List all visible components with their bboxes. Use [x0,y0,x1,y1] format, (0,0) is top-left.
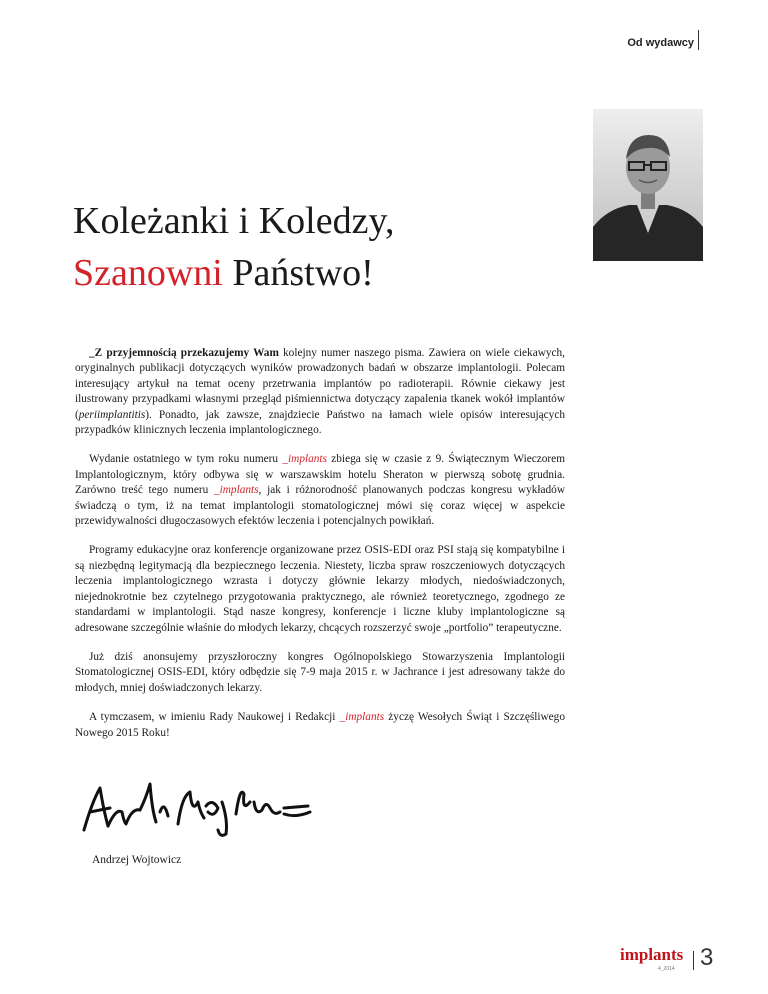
signer-name: Andrzej Wojtowicz [92,854,182,866]
paragraph-4: Już dziś anonsujemy przyszłoroczny kongres Ogólnopolskiego Stowarzyszenia Implantologii Stomatologicznej OSIS-EDI, który odbędzie się 7-9 maja 2015 r. w Jachrance i jest adresowany także do młodych, mniej doświadczonych lekarzy. [75,650,565,694]
footer-issue: 4_2014 [658,966,675,972]
paragraph-5 [75,710,565,741]
paragraph-2-text: Wydanie ostatniego w tym roku numeru [89,453,283,466]
page-number: 3 [700,944,714,971]
title-line-1: Koleżanki i Koledzy, [73,200,395,242]
paragraph-1-text: kolejny numer naszego pisma. Zawiera on wiele ciekawych, oryginalnych publikacji dotyczących wyników prowadzonych badań w obszarze implantologii. Polecam interesujący artykuł na temat oceny przetrwania implantów po radioterapii. Równie ciekawy jest ilustrowany przypadkami własnymi przegląd piśmiennictwa dotyczący zapalenia tkanek wokół implantów ( [75,347,565,421]
editorial-body [75,346,565,755]
paragraph-1 [75,346,565,438]
handwritten-signature [70,772,320,842]
paragraph-3: Programy edukacyjne oraz konferencje organizowane przez OSIS-EDI oraz PSI stają się kompatybilne i są niezbędną legitymacją dla bezpiecznego leczenia. Niestety, liczba spraw roszczeniowych dotyczących leczenia implantologicznego wzrasta i dotyczy głównie lekarzy młodych, niedoświadczonych, niejednokrotnie bez czytelnego przygotowania praktycznego, ale również teoretycznego, zgodnego ze standardami w implantologii. Stąd nasze kongresy, konferencje i liczne kluby implantologiczne są adresowane szczególnie właśnie do młodych lekarzy, chcących rozszerzyć swoje „portfolio” terapeutyczne. [75,544,565,634]
paragraph-1-text-end: ). Ponadto, jak zawsze, znajdziecie Państwo na łamach wiele opisów interesujących przypadków klinicznych leczenia implantologicznego. [75,408,565,437]
paragraph-2 [75,452,565,529]
author-portrait [593,109,703,261]
brand-mention: _implants [339,711,385,724]
brand-mention: _implants [213,484,259,497]
paragraph-2-text-mid: zbiega się w czasie z 9. Świątecznym Wieczorem Implantologicznym, który odbywa się w warszawskim hotelu Sheraton w pierwszą sobotę grudnia. Zarówno treść tego numeru [75,453,565,497]
title-line-2-rest: Państwo! [222,252,374,294]
section-divider [698,30,699,50]
footer-brand-logo: implants [620,945,684,964]
paragraph-2-text-end: , jak i różnorodność planowanych podczas kongresu wykładów świadczą o tym, iż na temat implantologii stomatologicznej mówi się coraz więcej w aspekcie przewidywalności długoczasowych efektów leczenia i potencjalnych powikłań. [75,484,565,528]
italic-term: periimplantitis [78,408,146,421]
section-label: Od wydawcy [627,37,694,49]
paragraph-5-text-end: życzę Wesołych Świąt i Szczęśliwego Nowego 2015 Roku! [75,711,565,739]
paragraph-5-text: A tymczasem, w imieniu Rady Naukowej i Redakcji [89,711,340,724]
footer-divider [693,951,694,970]
lead-in: _Z przyjemnością przekazujemy Wam [89,347,279,359]
title-accent-word: Szanowni [73,252,223,294]
brand-mention: _implants [282,453,327,466]
page-title [73,195,394,299]
